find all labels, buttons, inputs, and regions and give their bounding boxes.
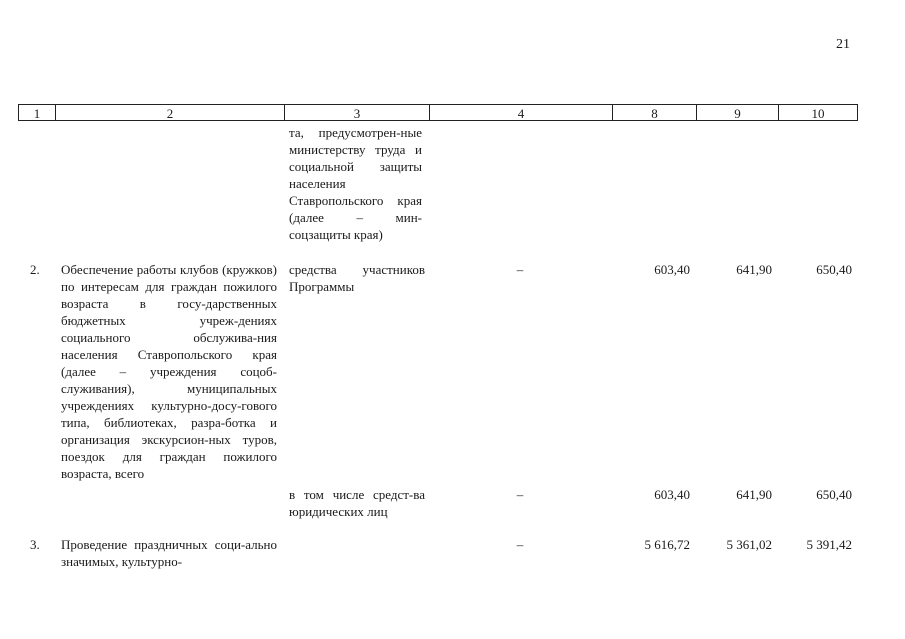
row-3-number: 3. (30, 537, 40, 552)
header-cell-2: 2 (55, 104, 284, 121)
row-1-number: 2. (30, 262, 40, 277)
row-2-col10: 650,40 (816, 487, 852, 502)
row-1-source: средства участников Программы (289, 262, 425, 294)
row-2-col4: – (516, 487, 524, 502)
row-1-description: Обеспечение работы клубов (кружков) по интересам для граждан пожилого возраста в госу-дарственных бюджетных учреж-дениях социального обслужива-ния населения Ставропольского края (далее – учреждения соцоб-служивания), муниципальных учреждениях культурно-досу-гового типа, библиотеках, разра-ботка и организация экскурсион-ных туров, поездок для граждан пожилого возраста, всего (61, 262, 277, 481)
row-1-col9: 641,90 (736, 262, 772, 277)
row-2-col9: 641,90 (736, 487, 772, 502)
row-3-col10: 5 391,42 (806, 537, 852, 552)
row-1-col4: – (516, 262, 524, 277)
header-cell-8: 8 (612, 104, 696, 121)
row-3-col9: 5 361,02 (726, 537, 772, 552)
header-cell-3: 3 (284, 104, 429, 121)
row-1-col10: 650,40 (816, 262, 852, 277)
row-3-col8: 5 616,72 (644, 537, 690, 552)
page-number: 21 (836, 37, 850, 52)
row-3-col4: – (516, 537, 524, 552)
row-1-col8: 603,40 (654, 262, 690, 277)
row-3-description: Проведение праздничных соци-ально значимых, культурно- (61, 537, 277, 569)
header-cell-4: 4 (429, 104, 612, 121)
row-0-source: та, предусмотрен-ные министерству труда и социальной защиты населения Ставропольского края (далее – мин-соцзащиты края) (289, 125, 422, 242)
header-cell-9: 9 (696, 104, 778, 121)
header-cell-10: 10 (778, 104, 858, 121)
row-2-source: в том числе средст-ва юридических лиц (289, 487, 425, 519)
header-cell-1: 1 (18, 104, 55, 121)
row-2-col8: 603,40 (654, 487, 690, 502)
